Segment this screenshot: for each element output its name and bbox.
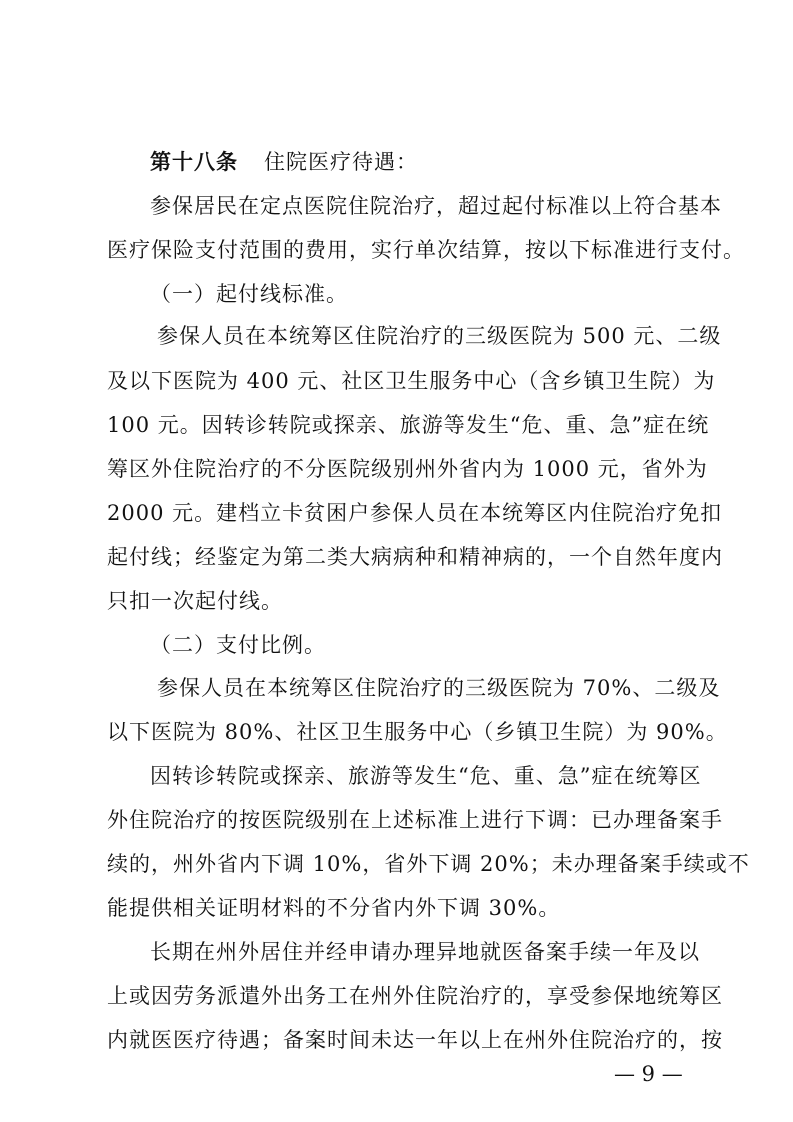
- referral-line-3: 续的，州外省内下调 10%，省外下调 20%；未办理备案手续或不: [107, 852, 750, 876]
- page-number: — 9 —: [614, 1062, 683, 1086]
- long-term-line-2: 上或因劳务派遣外出务工在州外住院治疗的，享受参保地统筹区: [107, 984, 723, 1008]
- section1-heading: （一）起付线标准。: [150, 282, 348, 306]
- intro-line-2: 医疗保险支付范围的费用，实行单次结算，按以下标准进行支付。: [107, 238, 745, 262]
- section1-line-1: 参保人员在本统筹区住院治疗的三级医院为 500 元、二级: [157, 324, 722, 348]
- section1-line-6: 起付线；经鉴定为第二类大病病种和精神病的，一个自然年度内: [107, 545, 723, 569]
- referral-line-4: 能提供相关证明材料的不分省内外下调 30%。: [107, 896, 561, 920]
- section1-line-5: 2000 元。建档立卡贫困户参保人员在本统筹区内住院治疗免扣: [107, 501, 723, 525]
- long-term-line-3: 内就医医疗待遇；备案时间未达一年以上在州外住院治疗的，按: [107, 1028, 723, 1052]
- intro-line-1: 参保居民在定点医院住院治疗，超过起付标准以上符合基本: [150, 194, 722, 218]
- referral-line-1: 因转诊转院或探亲、旅游等发生“危、重、急”症在统筹区: [150, 764, 702, 788]
- section1-line-3: 100 元。因转诊转院或探亲、旅游等发生“危、重、急”症在统: [107, 413, 710, 437]
- section1-line-2: 及以下医院为 400 元、社区卫生服务中心（含乡镇卫生院）为: [107, 369, 716, 393]
- article-heading: [150, 148, 418, 176]
- article-number: 第十八条: [150, 149, 238, 174]
- article-title: 住院医疗待遇：: [264, 150, 418, 174]
- section2-line-1: 参保人员在本统筹区住院治疗的三级医院为 70%、二级及: [157, 676, 721, 700]
- section1-line-7: 只扣一次起付线。: [107, 589, 283, 613]
- section1-line-4: 筹区外住院治疗的不分医院级别州外省内为 1000 元，省外为: [107, 457, 708, 481]
- section2-line-2: 以下医院为 80%、社区卫生服务中心（乡镇卫生院）为 90%。: [107, 720, 728, 744]
- long-term-line-1: 长期在州外居住并经申请办理异地就医备案手续一年及以: [150, 940, 700, 964]
- referral-line-2: 外住院治疗的按医院级别在上述标准上进行下调：已办理备案手: [107, 808, 723, 832]
- section2-heading: （二）支付比例。: [150, 633, 326, 657]
